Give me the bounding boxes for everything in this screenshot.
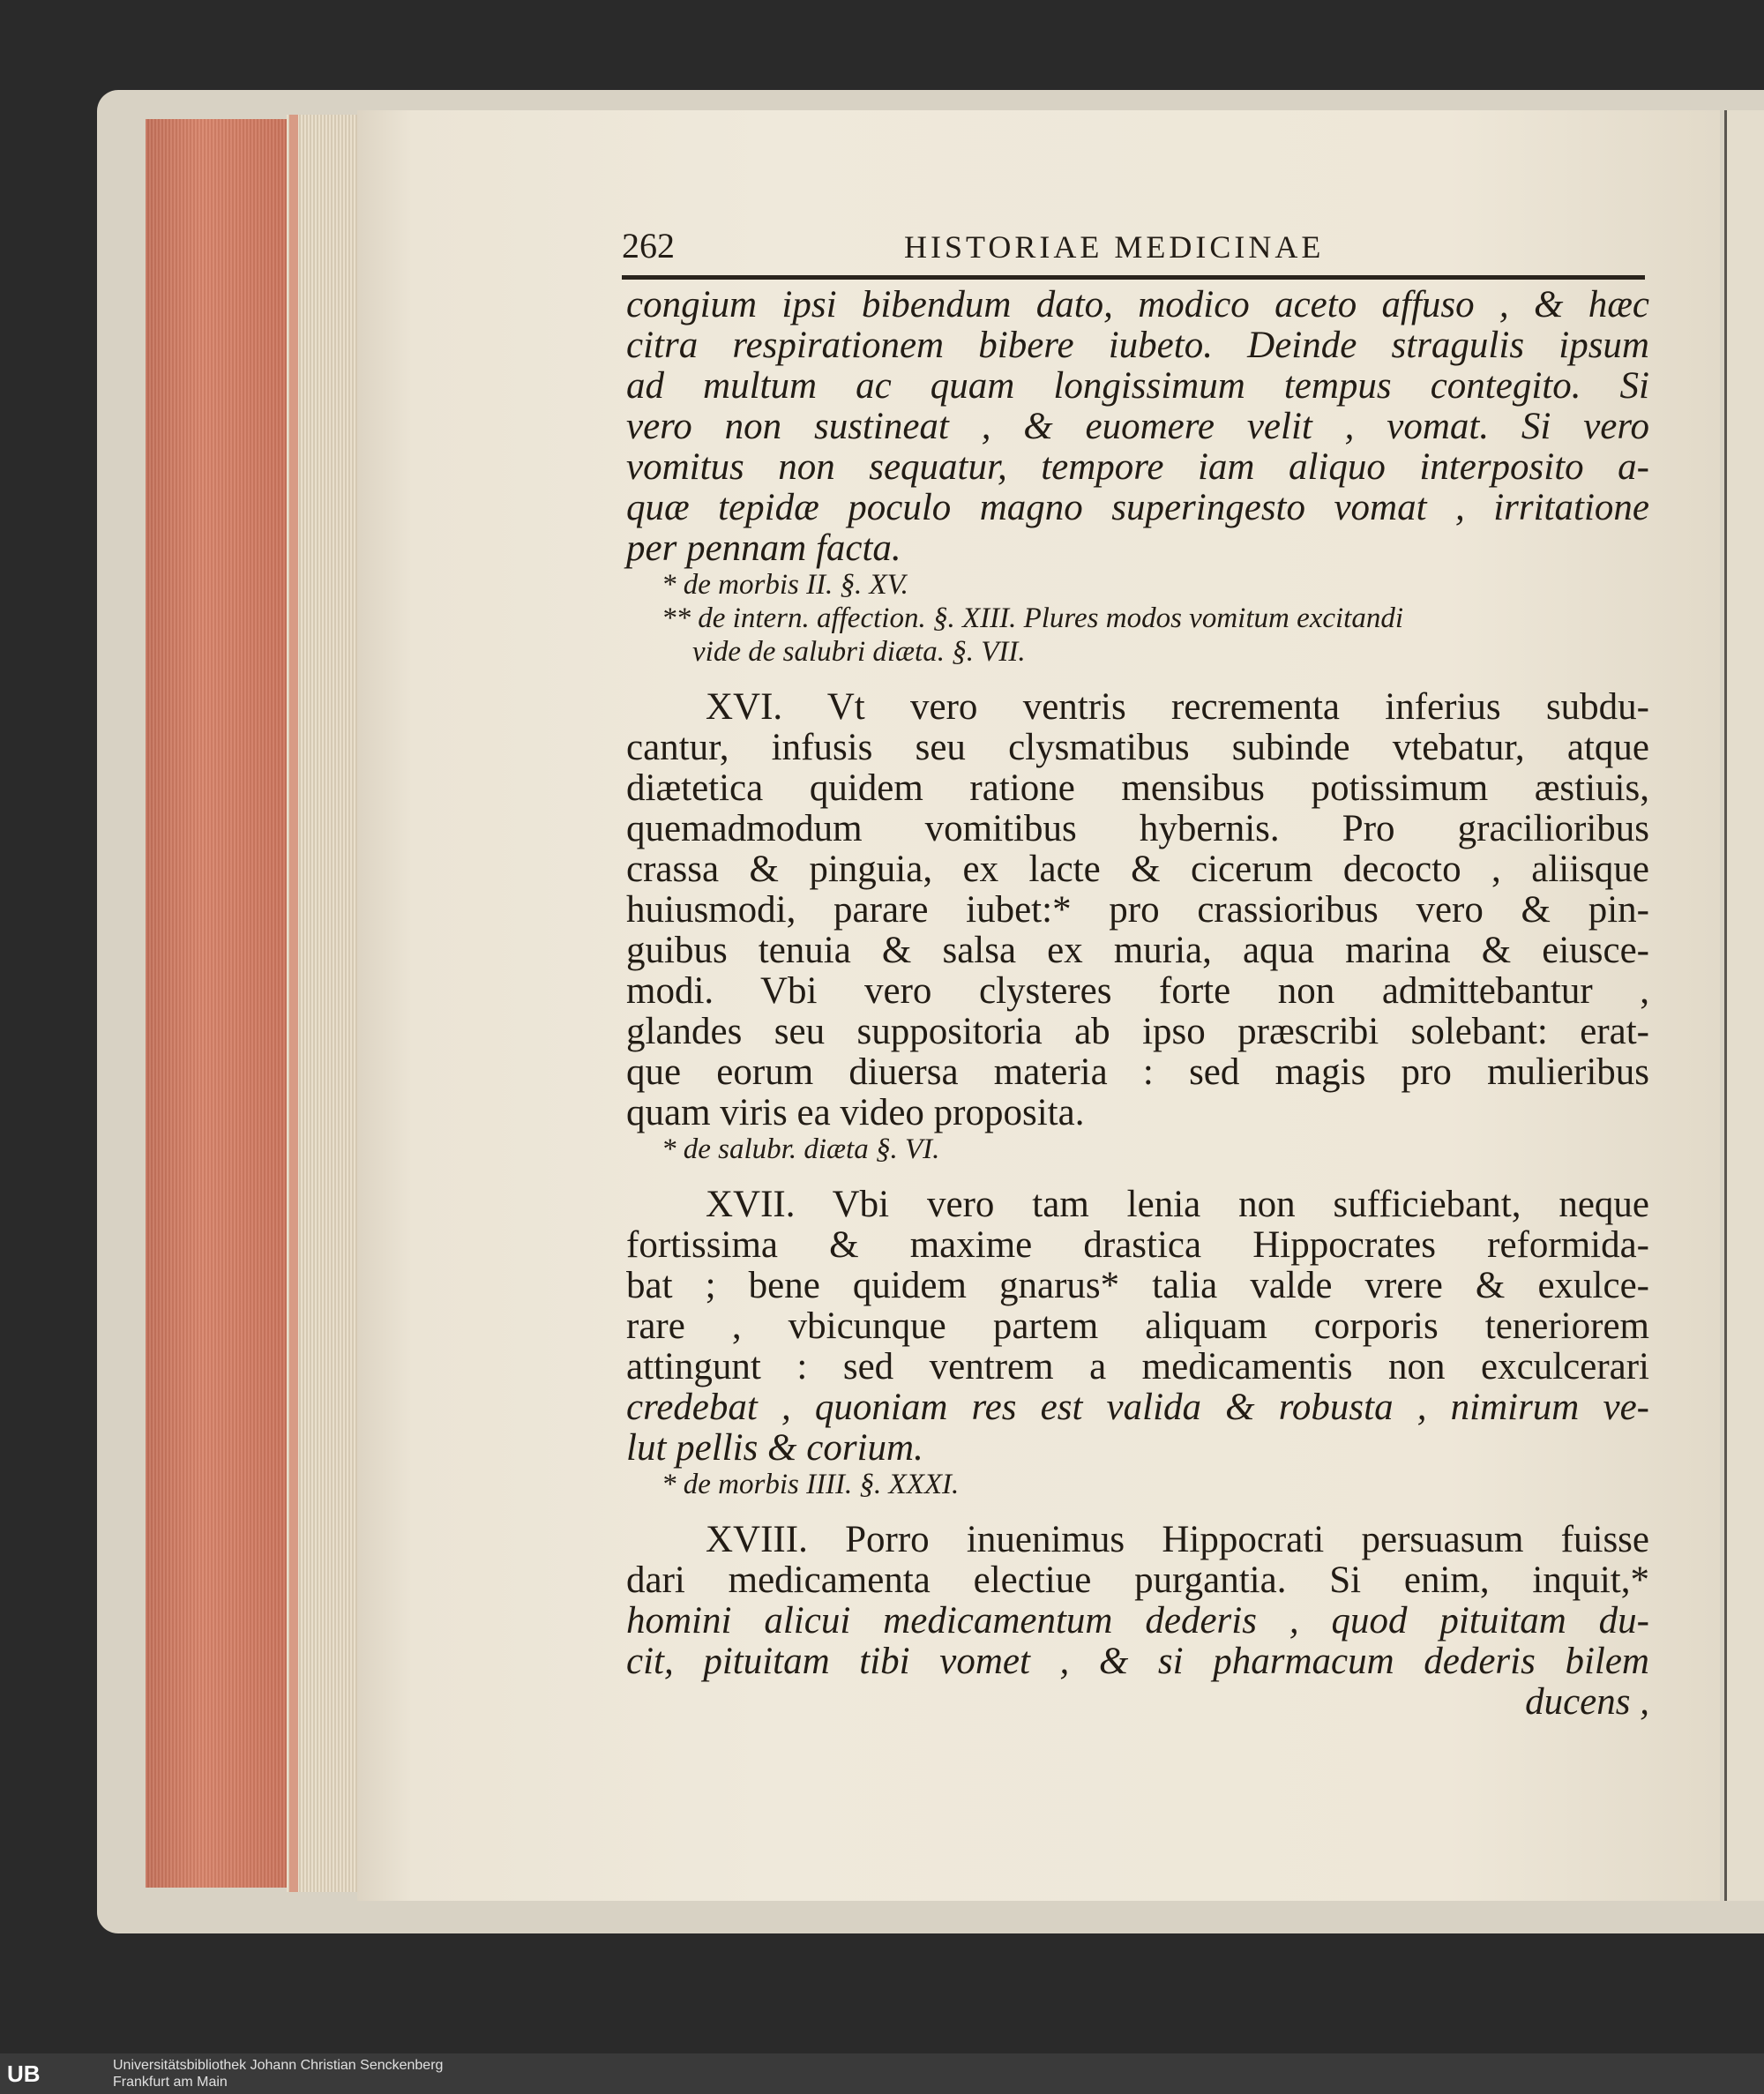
text-line: cit, pituitam tibi vomet , & si pharmacum dederis bilem bbox=[626, 1641, 1649, 1682]
text-line: huiusmodi, parare iubet:* pro crassioribus vero & pin- bbox=[626, 889, 1649, 931]
text-line: ad multum ac quam longissimum tempus contegito. Si bbox=[626, 365, 1649, 407]
text-line: dari medicamenta electiue purgantia. Si enim, inquit,* bbox=[626, 1559, 1649, 1601]
text-line: per pennam facta. bbox=[626, 527, 901, 569]
page-edges-red bbox=[146, 119, 287, 1888]
text-line: guibus tenuia & salsa ex muria, aqua marina & eiusce- bbox=[626, 930, 1649, 971]
library-credit bbox=[113, 2057, 443, 2090]
running-title: HISTORIAE MEDICINAE bbox=[904, 229, 1325, 265]
text-line: crassa & pinguia, ex lacte & cicerum decocto , aliisque bbox=[626, 849, 1649, 890]
footnote: * de morbis IIII. §. XXXI. bbox=[662, 1469, 960, 1500]
text-line: XVIII. Porro inuenimus Hippocrati persuasum fuisse bbox=[706, 1519, 1649, 1560]
library-city: Frankfurt am Main bbox=[113, 2075, 228, 2090]
text-line: vero non sustineat , & euomere velit , vomat. Si vero bbox=[626, 406, 1649, 447]
text-line: XVI. Vt vero ventris recrementa inferius subdu- bbox=[706, 686, 1649, 728]
text-line: attingunt : sed ventrem a medicamentis non exculcerari bbox=[626, 1346, 1649, 1387]
footnote: * de salubr. diæta §. VI. bbox=[662, 1133, 940, 1165]
page-edges-stripe bbox=[289, 115, 298, 1892]
text-line: fortissima & maxime drastica Hippocrates reformida- bbox=[626, 1224, 1649, 1266]
library-name: Universitätsbibliothek Johann Christian Senckenberg bbox=[113, 2058, 444, 2073]
footer-bar bbox=[0, 2053, 1764, 2094]
paragraph-xviii bbox=[626, 1519, 1649, 1722]
running-head bbox=[622, 225, 1645, 278]
text-line: rare , vbicunque partem aliquam corporis teneriorem bbox=[626, 1305, 1649, 1347]
text-line: citra respirationem bibere iubeto. Deinde stragulis ipsum bbox=[626, 325, 1649, 366]
text-line: homini alicui medicamentum dederis , quod pituitam du- bbox=[626, 1600, 1649, 1642]
text-line: bat ; bene quidem gnarus* talia valde vrere & exulce- bbox=[626, 1265, 1649, 1306]
text-line: glandes seu suppositoria ab ipso præscribi solebant: erat- bbox=[626, 1011, 1649, 1052]
text-line: quemadmodum vomitibus hybernis. Pro gracilioribus bbox=[626, 808, 1649, 849]
footnote: * de morbis II. §. XV. bbox=[662, 569, 908, 601]
paragraph-quote bbox=[626, 284, 1649, 568]
text-line: cantur, infusis seu clysmatibus subinde vtebatur, atque bbox=[626, 727, 1649, 768]
catchword: ducens , bbox=[1525, 1681, 1649, 1723]
text-line: que eorum diuersa materia : sed magis pro mulieribus bbox=[626, 1051, 1649, 1093]
text-line: quæ tepidæ poculo magno superingesto vomat , irritatione bbox=[626, 487, 1649, 528]
text-block bbox=[626, 284, 1649, 1722]
header-rule bbox=[622, 275, 1645, 280]
text-line: congium ipsi bibendum dato, modico aceto affuso , & hæc bbox=[626, 284, 1649, 325]
text-line: quam viris ea video proposita. bbox=[626, 1092, 1085, 1133]
text-line: lut pellis & corium. bbox=[626, 1427, 923, 1469]
text-line: diætetica quidem ratione mensibus potissimum æstiuis, bbox=[626, 767, 1649, 809]
paragraph-xvi bbox=[626, 686, 1649, 1133]
facing-page-edge bbox=[1724, 110, 1764, 1901]
library-logo: UB bbox=[7, 2060, 41, 2087]
paragraph-xvii bbox=[626, 1184, 1649, 1468]
text-line: XVII. Vbi vero tam lenia non sufficiebant, neque bbox=[706, 1184, 1649, 1225]
text-line: vomitus non sequatur, tempore iam aliquo interposito a- bbox=[626, 446, 1649, 488]
text-line: credebat , quoniam res est valida & robusta , nimirum ve- bbox=[626, 1387, 1649, 1428]
footnote: ** de intern. affection. §. XIII. Plures modos vomitum excitandi bbox=[662, 602, 1404, 634]
page-number: 262 bbox=[622, 226, 675, 265]
footnote: vide de salubri diæta. §. VII. bbox=[692, 636, 1026, 668]
text-line: modi. Vbi vero clysteres forte non admittebantur , bbox=[626, 970, 1649, 1012]
